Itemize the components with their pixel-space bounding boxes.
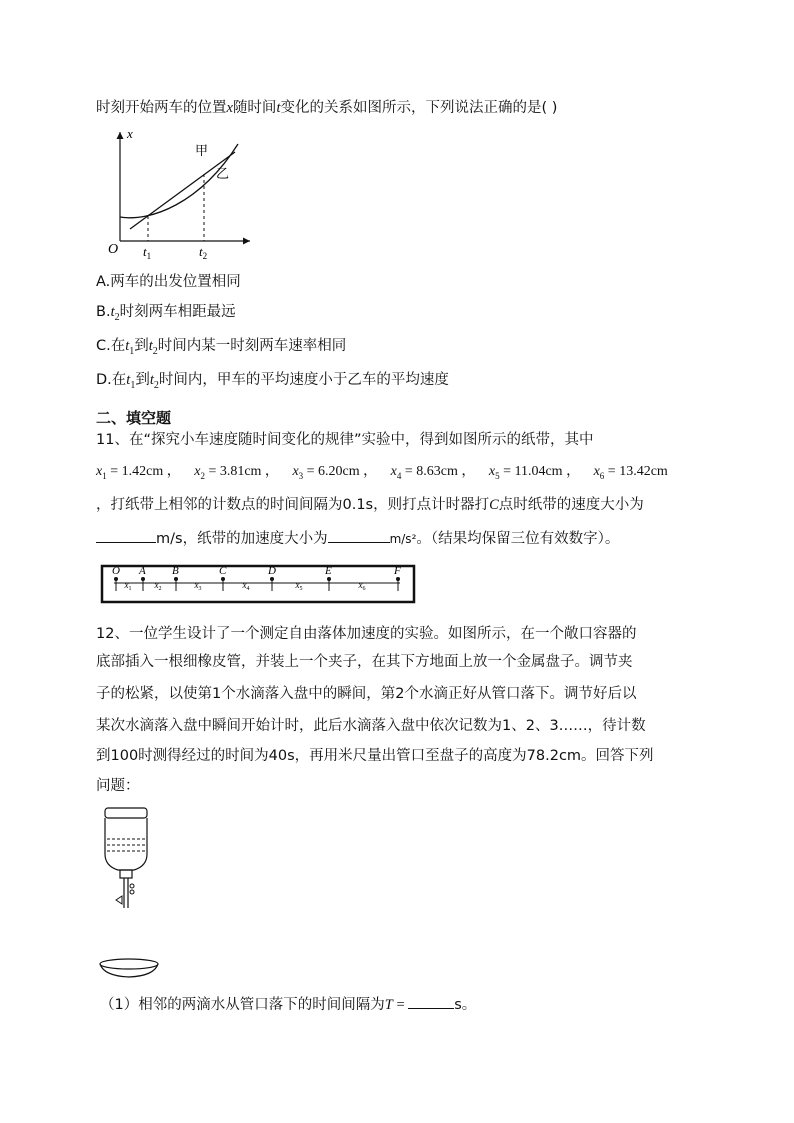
option-b: $B.t_2$时刻两车相距最远 [96,304,236,323]
label-yi: 乙 [216,167,230,182]
q11-line3: ，打纸带上相邻的计数点的时间间隔为0.1s，则打点计时器打C点时纸带的速度大小为 [96,497,644,513]
answer-blank-acceleration[interactable] [328,528,390,543]
paper-tape-figure [100,563,418,605]
tape-segment-label: $x_6$ [358,580,366,592]
q12-line4: 某次水滴落入盘中瞬间开始计时，此后水滴落入盘中依次记数为1、2、3……，待计数 [96,718,646,734]
tape-point-label: A [139,565,146,577]
q12-line1: 12、一位学生设计了一个测定自由落体加速度的实验。如图所示，在一个敞口容器的 [96,626,637,642]
axis-x-label: x [127,126,133,141]
q12-sub1: （1）相邻的两滴水从管口落下的时间间隔为T = s。 [100,994,476,1015]
section-heading: 二、填空题 [96,409,172,427]
answer-blank-velocity[interactable] [96,528,156,543]
tape-point-label: O [112,565,120,577]
metal-plate-figure [96,956,162,982]
q12-line2: 底部插入一根细橡皮管，并装上一个夹子，在其下方地面上放一个金属盘子。调节夹 [96,654,633,670]
q11-line4: m/s，纸带的加速度大小为 m/s²。（结果均保留三位有效数字）。 [96,528,619,549]
option-a: A.两车的出发位置相同 [96,274,241,290]
origin-label: O [108,242,119,257]
tape-point-label: F [394,565,401,577]
position-time-graph [100,124,260,264]
option-d: D.在$t_1$到$t_2$时间内，甲车的平均速度小于乙车的平均速度 [96,372,449,391]
tape-segment-label: $x_4$ [242,580,250,592]
tape-segment-label: $x_1$ [124,580,132,592]
t1-label: $t_1$ [143,244,152,261]
dripping-container-figure [96,804,166,914]
tape-point-label: B [172,565,179,577]
q11-line1: 11、在“探究小车速度随时间变化的规律”实验中，得到如图所示的纸带，其中 [96,432,594,448]
option-c: C.在$t_1$到$t_2$时间内某一时刻两车速率相同 [96,338,347,357]
q12-line3: 子的松紧，以使第1个水滴落入盘中的瞬间，第2个水滴正好从管口落下。调节好后以 [96,686,637,702]
tape-segment-label: $x_5$ [295,580,303,592]
tape-point-label: C [219,565,227,577]
q12-line6: 问题： [96,778,140,794]
tape-segment-label: $x_3$ [194,580,202,592]
label-jia: 甲 [195,144,209,159]
line-yi [130,152,235,229]
tape-segment-label: $x_2$ [154,580,162,592]
q10-stem: 时刻开始两车的位置x随时间t变化的关系如图所示，下列说法正确的是( ) [96,100,558,116]
answer-blank-interval[interactable] [408,994,454,1009]
t2-label: $t_2$ [199,244,208,261]
tape-point-label: E [325,565,332,577]
tape-point-label: D [268,565,276,577]
q11-measurements: $x_1 = 1.42cm$ ， $x_2 = 3.81cm$ ， $x_3 = 6.20cm$ ， $x_4 = 8.63cm$ ， $x_5 = 11.04cm$ ， $x_6 = 13.42cm$ [96,464,668,481]
q12-line5: 到100时测得经过的时间为40s，再用米尺量出管口至盘子的高度为78.2cm。回答下列 [96,748,654,764]
